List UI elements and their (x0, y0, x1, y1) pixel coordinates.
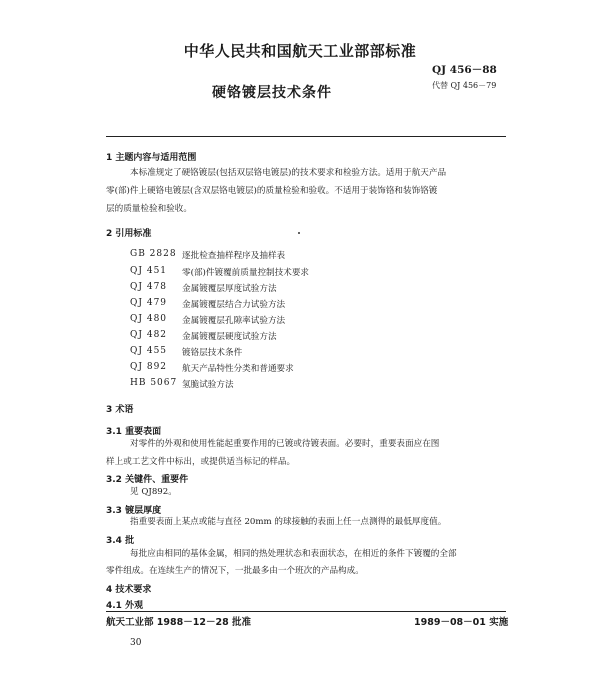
subsection-3-3-heading: 3.3 镀层厚度 (106, 506, 162, 516)
ref-code: QJ 480 (130, 314, 168, 324)
page-number: 30 (130, 638, 142, 648)
subsection-3-1-line: 样上或工艺文件中标出，或提供适当标记的样品。 (106, 457, 296, 467)
section-4-heading: 4 技术要求 (106, 585, 152, 595)
subsection-3-2-line: 见 QJ892。 (130, 487, 177, 497)
ref-code: QJ 455 (130, 346, 168, 356)
subsection-3-4-line: 每批应由相同的基体金属，相同的热处理状态和表面状态，在相近的条件下镀覆的全部 (130, 549, 457, 559)
subsection-3-4-line: 零件组成。在连续生产的情况下，一批最多由一个班次的产品构成。 (106, 566, 364, 576)
footer-rule (106, 611, 506, 612)
ref-title: 金属镀覆层厚度试验方法 (182, 284, 277, 294)
section-3-heading: 3 术语 (106, 405, 134, 415)
ref-code: QJ 478 (130, 282, 168, 292)
ref-title: 逐批检查抽样程序及抽样表 (182, 251, 286, 261)
subsection-4-1-heading: 4.1 外观 (106, 601, 144, 611)
ref-title: 镀铬层技术条件 (182, 348, 243, 358)
ref-code: QJ 451 (130, 266, 168, 276)
ref-code: GB 2828 (130, 249, 177, 259)
effective-date: 1989－08－01 实施 (414, 617, 509, 628)
subsection-3-1-heading: 3.1 重要表面 (106, 427, 162, 437)
ref-title: 金属镀覆层结合力试验方法 (182, 300, 286, 310)
section-1-heading: 1 主题内容与适用范围 (106, 153, 197, 163)
subsection-3-1-line: 对零件的外观和使用性能起重要作用的已镀或待镀表面。必要时，重要表面应在图 (130, 439, 440, 449)
ref-title: 氢脆试验方法 (182, 380, 234, 390)
standard-code: QJ 456－88 (432, 64, 497, 76)
ref-code: QJ 892 (130, 362, 168, 372)
scan-dot (298, 232, 300, 234)
ref-title: 航天产品特性分类和普通要求 (182, 364, 294, 374)
subsection-3-4-heading: 3.4 批 (106, 536, 135, 546)
ref-title: 零(部)件镀覆前质量控制技术要求 (182, 268, 310, 278)
subsection-3-3-line: 指重要表面上某点或能与直径 20mm 的球接触的表面上任一点测得的最低厚度值。 (130, 517, 447, 527)
ref-title: 金属镀覆层硬度试验方法 (182, 332, 277, 342)
section-1-line: 本标准规定了硬铬镀层(包括双层铬电镀层)的技术要求和检验方法。适用于航天产品 (130, 168, 447, 178)
ref-code: HB 5067 (130, 378, 178, 388)
standard-title: 中华人民共和国航天工业部部标准 (183, 42, 417, 60)
replaces-note: 代替 QJ 456－79 (432, 81, 497, 90)
section-2-heading: 2 引用标准 (106, 229, 152, 239)
subsection-3-2-heading: 3.2 关键件、重要件 (106, 475, 189, 485)
ref-title: 金属镀覆层孔隙率试验方法 (182, 316, 286, 326)
document-title: 硬铬镀层技术条件 (212, 85, 332, 101)
section-1-line: 层的质量检验和验收。 (106, 204, 192, 214)
section-1-line: 零(部)件上硬铬电镀层(含双层铬电镀层)的质量检验和验收。不适用于装饰铬和装饰铬镀 (106, 186, 438, 196)
ref-code: QJ 479 (130, 298, 168, 308)
ref-code: QJ 482 (130, 330, 168, 340)
header-rule (106, 136, 506, 137)
issued-date: 航天工业部 1988－12－28 批准 (106, 617, 251, 628)
